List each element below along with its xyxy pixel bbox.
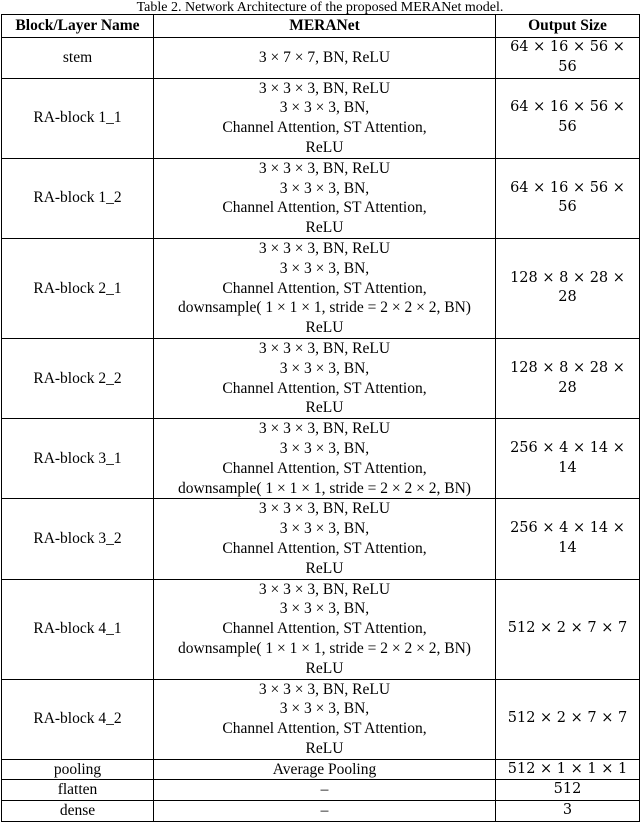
layer-spec-line: Channel Attention, ST Attention, (222, 279, 427, 297)
layer-spec-line: 3 × 3 × 3, BN, ReLU (258, 420, 391, 438)
output-size-cell: 3 (496, 801, 640, 822)
header-meranet: MERANet (154, 15, 496, 38)
table-row (2, 780, 640, 801)
table-row (2, 759, 640, 780)
layer-spec-cell (154, 158, 496, 238)
layer-spec-cell (154, 801, 496, 822)
layer-spec-line: Channel Attention, ST Attention, (222, 379, 427, 397)
output-size-cell: 512 × 1 × 1 × 1 (496, 759, 640, 780)
layer-spec-line: 3 × 3 × 3, BN, ReLU (258, 680, 391, 698)
table-row (2, 499, 640, 579)
layer-spec-cell (154, 419, 496, 499)
layer-spec-cell (154, 579, 496, 679)
header-block-layer-name: Block/Layer Name (2, 15, 154, 38)
layer-spec-line: Channel Attention, ST Attention, (222, 199, 427, 217)
layer-spec-line: 3 × 3 × 3, BN, (279, 359, 370, 377)
layer-spec-line: Channel Attention, ST Attention, (222, 620, 427, 638)
layer-name-cell: RA-block 4_1 (2, 579, 154, 679)
layer-spec-line: 3 × 3 × 3, BN, ReLU (258, 339, 391, 357)
table-row (2, 38, 640, 79)
layer-name-cell: RA-block 2_1 (2, 238, 154, 338)
output-size-cell: 64 × 16 × 56 × 56 (496, 78, 640, 158)
layer-spec-cell (154, 780, 496, 801)
layer-spec-line: 3 × 3 × 3, BN, (279, 179, 370, 197)
table-caption: Table 2. Network Architecture of the proposed MERANet model. (136, 0, 504, 15)
layer-spec-line: Average Pooling (272, 760, 377, 778)
output-size-cell: 512 × 2 × 7 × 7 (496, 579, 640, 679)
layer-name-cell: dense (2, 801, 154, 822)
layer-name-cell: RA-block 2_2 (2, 338, 154, 418)
table-row (2, 579, 640, 679)
layer-spec-line: ReLU (305, 319, 344, 337)
layer-name-cell: flatten (2, 780, 154, 801)
layer-spec-cell (154, 338, 496, 418)
layer-name-cell: stem (2, 38, 154, 79)
layer-spec-cell (154, 38, 496, 79)
table-body (2, 38, 640, 822)
layer-spec-line: Channel Attention, ST Attention, (222, 119, 427, 137)
output-size-cell: 512 (496, 780, 640, 801)
layer-spec-line: 3 × 3 × 3, BN, ReLU (258, 79, 391, 97)
layer-spec-line: ReLU (305, 659, 344, 677)
output-size-cell: 128 × 8 × 28 × 28 (496, 238, 640, 338)
layer-spec-line: 3 × 3 × 3, BN, (279, 259, 370, 277)
header-row (2, 15, 640, 38)
layer-spec-line: Channel Attention, ST Attention, (222, 459, 427, 477)
layer-spec-cell (154, 78, 496, 158)
output-size-cell: 256 × 4 × 14 × 14 (496, 499, 640, 579)
layer-spec-line: downsample( 1 × 1 × 1, stride = 2 × 2 × 2, BN) (178, 299, 471, 317)
layer-spec-line: ReLU (305, 138, 344, 156)
table-row (2, 158, 640, 238)
layer-spec-line: ReLU (305, 399, 344, 417)
output-size-cell: 256 × 4 × 14 × 14 (496, 419, 640, 499)
layer-spec-line: – (320, 781, 329, 799)
layer-name-cell: RA-block 3_1 (2, 419, 154, 499)
layer-name-cell: RA-block 4_2 (2, 679, 154, 759)
layer-name-cell: RA-block 3_2 (2, 499, 154, 579)
layer-spec-line: Channel Attention, ST Attention, (222, 539, 427, 557)
layer-spec-line: 3 × 3 × 3, BN, ReLU (258, 159, 391, 177)
layer-spec-line: Channel Attention, ST Attention, (222, 720, 427, 738)
output-size-cell: 128 × 8 × 28 × 28 (496, 338, 640, 418)
layer-spec-line: downsample( 1 × 1 × 1, stride = 2 × 2 × 2, BN) (178, 639, 471, 657)
layer-spec-cell (154, 238, 496, 338)
layer-spec-line: downsample( 1 × 1 × 1, stride = 2 × 2 × 2, BN) (178, 479, 471, 497)
layer-spec-line: 3 × 3 × 3, BN, ReLU (258, 239, 391, 257)
layer-spec-line: 3 × 3 × 3, BN, (279, 99, 370, 117)
output-size-cell: 512 × 2 × 7 × 7 (496, 679, 640, 759)
table-row (2, 419, 640, 499)
output-size-cell: 64 × 16 × 56 × 56 (496, 158, 640, 238)
layer-name-cell: RA-block 1_1 (2, 78, 154, 158)
layer-spec-cell (154, 679, 496, 759)
architecture-table (1, 14, 640, 822)
table-row (2, 679, 640, 759)
layer-spec-line: 3 × 3 × 3, BN, (279, 520, 370, 538)
layer-spec-line: 3 × 3 × 3, BN, (279, 700, 370, 718)
layer-spec-line: 3 × 3 × 3, BN, (279, 439, 370, 457)
layer-name-cell: RA-block 1_2 (2, 158, 154, 238)
layer-spec-line: ReLU (305, 739, 344, 757)
layer-spec-line: 3 × 7 × 7, BN, ReLU (258, 48, 391, 66)
table-row (2, 338, 640, 418)
layer-spec-line: – (320, 802, 329, 820)
table-row (2, 801, 640, 822)
table-row (2, 238, 640, 338)
layer-spec-line: 3 × 3 × 3, BN, ReLU (258, 580, 391, 598)
layer-spec-line: ReLU (305, 219, 344, 237)
output-size-cell: 64 × 16 × 56 × 56 (496, 38, 640, 79)
layer-spec-line: 3 × 3 × 3, BN, ReLU (258, 500, 391, 518)
table-header (2, 15, 640, 38)
layer-spec-cell (154, 759, 496, 780)
layer-spec-cell (154, 499, 496, 579)
layer-spec-line: ReLU (305, 559, 344, 577)
header-output-size: Output Size (496, 15, 640, 38)
layer-name-cell: pooling (2, 759, 154, 780)
table-row (2, 78, 640, 158)
layer-spec-line: 3 × 3 × 3, BN, (279, 600, 370, 618)
